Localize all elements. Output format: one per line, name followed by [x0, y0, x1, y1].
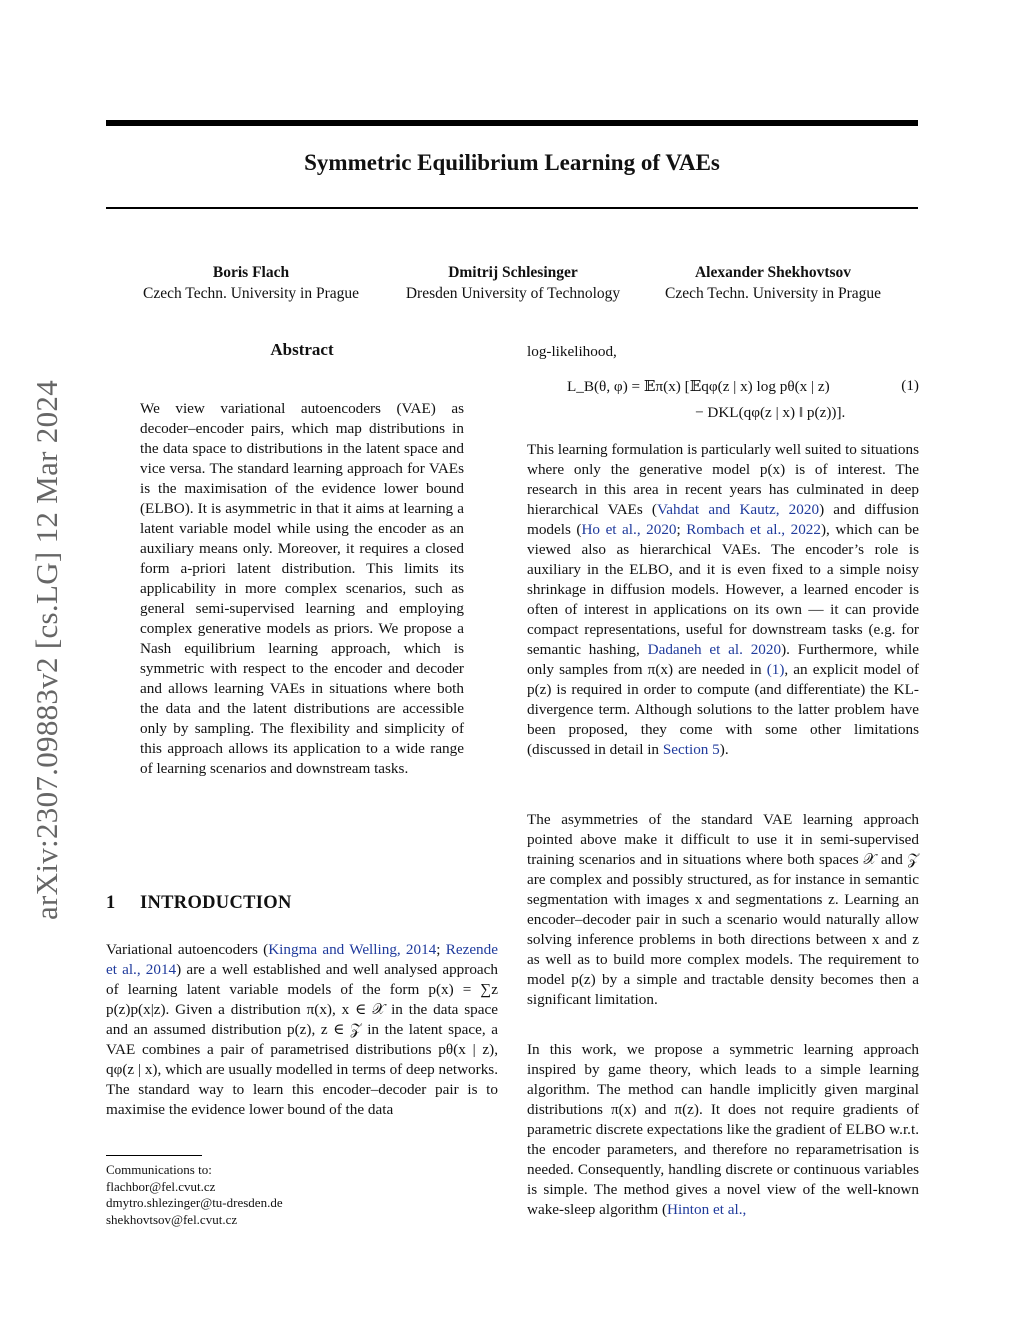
paragraph-2: [527, 440, 919, 760]
abstract-heading: Abstract: [270, 340, 334, 359]
text-run: ).: [719, 741, 729, 758]
equation-number: (1): [901, 377, 919, 394]
author-name: Dmitrij Schlesinger: [448, 264, 578, 281]
citation-link[interactable]: Vahdat and Kautz, 2020: [656, 501, 820, 518]
text-run: , an explicit model of p(z) is required in order to compute (and differentiate) the KL-divergence term. Although solutions to the latter problem have been proposed, they come with some other limitations (discussed in detail in: [527, 661, 920, 758]
email-address: dmytro.shlezinger@tu-dresden.de: [106, 1195, 283, 1210]
author-3: [628, 262, 918, 304]
intro-paragraph: [106, 940, 498, 1120]
citation-link[interactable]: Hinton et al.,: [667, 1201, 747, 1218]
abstract-text: We view variational autoencoders (VAE) as decoder–encoder pairs, which map distributions in the data space to distributions in the latent space and vice versa. The standard learning approach for VAEs is the maximisation of the evidence lower bound (ELBO). It is asymmetric in that it aims at learning a latent variable model while using the encoder as an auxiliary means only. Moreover, it requires a closed form a-priori latent distribution. This limits its applicability in more complex scenarios, such as general semi-supervised learning and employing complex generative models as priors. We propose a Nash equilibrium learning approach, which is symmetric with respect to the encoder and decoder and allows learning VAEs in situations where both the data and the latent distributions are accessible only by sampling. The flexibility and simplicity of this approach allows its application to a wide range of learning scenarios and downstream tasks.: [140, 400, 464, 777]
equation-reference[interactable]: (1): [766, 661, 785, 678]
author-2: [380, 262, 646, 304]
citation-link[interactable]: Rombach et al., 2022: [686, 521, 821, 538]
paper-title: Symmetric Equilibrium Learning of VAEs: [304, 150, 720, 175]
right-column-lead: [527, 342, 919, 362]
paragraph-3: [527, 810, 919, 1010]
lead-text: log-likelihood,: [527, 343, 617, 360]
footnote-heading: Communications to:: [106, 1162, 212, 1177]
title-rule: [106, 207, 918, 209]
paragraph-4: [527, 1040, 919, 1220]
arxiv-identifier: arXiv:2307.09883v2 [cs.LG] 12 Mar 2024: [29, 379, 64, 921]
text-run: This learning formulation is particularly well suited to situations where only the generative model p(x) is of interest. The research in this area in recent years has culminated in deep hierarchical VAEs (: [527, 441, 919, 518]
author-name: Boris Flach: [212, 264, 290, 281]
text-run: ;: [676, 521, 687, 538]
footnote-rule: [106, 1155, 202, 1156]
author-affiliation: Dresden University of Technology: [405, 285, 621, 302]
text-run: Variational autoencoders (: [106, 941, 269, 958]
top-rule: [106, 120, 918, 126]
author-affiliation: Czech Techn. University in Prague: [142, 285, 359, 302]
email-address: shekhovtsov@fel.cvut.cz: [106, 1211, 238, 1227]
equation-text: − DKL(qφ(z | x) ‖ p(z))].: [695, 404, 846, 421]
section-number: 1: [106, 893, 116, 913]
email-address: flachbor@fel.cvut.cz: [106, 1178, 216, 1194]
author-affiliation: Czech Techn. University in Prague: [664, 285, 881, 302]
footnote: [106, 1162, 283, 1228]
author-name: Alexander Shekhovtsov: [694, 264, 852, 281]
section-reference[interactable]: Section 5: [662, 741, 720, 758]
equation-text: L_B(θ, φ) = 𝔼π(x) [𝔼qφ(z | x) log pθ(x | z): [567, 378, 830, 395]
section-heading: [106, 893, 292, 914]
citation-link[interactable]: Kingma and Welling, 2014: [268, 941, 437, 958]
text-run: ), which can be viewed also as hierarchical VAEs. The encoder’s role is auxiliary in the ELBO, and it is even fixed to a simple noisy shrinkage in diffusion models. However, a learned encoder is often of interest in applications on its own — it can provide compact representations, useful for downstream tasks (e.g. for semantic hashing,: [527, 521, 919, 658]
abstract-body: [140, 399, 464, 779]
text-run: ) are a well established and well analysed approach of learning latent variable models of the form p(x) = ∑z p(z)p(x|z). Given a distribution π(x), x ∈ 𝒳 in the data space and an assumed distribution p(z), z ∈ 𝒵 in the latent space, a VAE combines a pair of parametrised distributions pθ(x | z), qφ(z | x), which are usually modelled in terms of deep networks. The standard way to learn this encoder–decoder pair is to maximise the evidence lower bound of the data: [106, 961, 499, 1118]
text-run: ;: [436, 941, 446, 958]
arxiv-sidebar: [27, 350, 67, 950]
citation-link[interactable]: Dadaneh et al. 2020: [647, 641, 782, 658]
text-run: ) and diffusion models (: [527, 501, 919, 538]
section-title: INTRODUCTION: [140, 893, 292, 913]
text-run: In this work, we propose a symmetric learning approach inspired by game theory, which leads to a simple learning algorithm. The method can handle implicitly given marginal distributions π(x) and π(z). It does not require gradients of parametric discrete expectations like the gradient of ELBO w.r.t. the encoder parameters, and therefore no reparametrisation is needed. Consequently, handling discrete or continuous variables is simple. The method gives a novel view of the well-known wake-sleep algorithm (: [527, 1041, 919, 1218]
text-run: ). Furthermore, while only samples from π(x) are needed in: [527, 641, 919, 678]
paragraph-text: The asymmetries of the standard VAE learning approach pointed above make it difficult to use it in semi-supervised training scenarios and in situations where both spaces 𝒳 and 𝒵 are complex and possibly structured, as for instance in semantic segmentation with images x and segmentations z. Learning an encoder–decoder pair in such a scenario would naturally allow solving inference problems in both directions between x and z as well as to build more complex models. The requirement to model p(z) by a simple and tractable density becomes then a significant limitation.: [527, 811, 919, 1008]
citation-link[interactable]: Ho et al., 2020: [581, 521, 677, 538]
author-1: [106, 262, 396, 304]
citation-link[interactable]: Rezende et al., 2014: [106, 941, 498, 978]
